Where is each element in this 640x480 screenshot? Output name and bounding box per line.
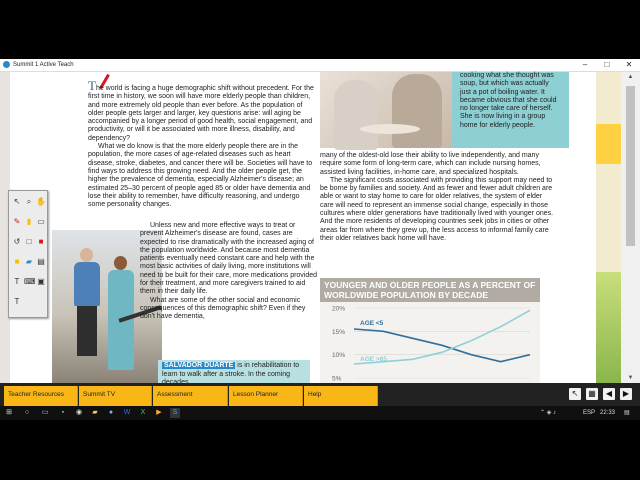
bottom-nav-bar: [0, 383, 640, 406]
paragraph: Unless new and more effective ways to treat or prevent Alzheimer's disease are found, cases are expected to rise dramatically with the increased aging of the population worldwide. And because most dementia patients eventually need constant care and help with the most basic activities of daily living, more institutions will need to be built for their care, more medications provided for their treatment, and more caregivers trained to aid them in their daily life.: [140, 222, 318, 296]
article-column-1b: [140, 222, 318, 322]
highlighter-icon[interactable]: ▮: [26, 217, 32, 226]
paragraph: What we do know is that the more elderly people there are in the population, the more cases of age-related diseases such as heart disease, stroke, diabetes, and cancer there will be. Societies will have to find ways to address this growing need. And the older people get, the higher the prevalence of dementia, especially Alzheimer's disease; an estimated 25–30 percent of people aged 85 or older have dementia and lose their ability to remember, have difficulty reasoning, and undergo some personality changes.: [88, 143, 313, 209]
lesson-planner-button[interactable]: Lesson Planner: [229, 386, 303, 406]
scroll-up-icon[interactable]: ▲: [627, 74, 634, 80]
y-tick-label: 20%: [332, 305, 346, 313]
vertical-scrollbar[interactable]: [621, 72, 640, 383]
excel-app-icon[interactable]: X: [140, 409, 146, 416]
start-icon[interactable]: ⊞: [6, 409, 12, 416]
text-icon[interactable]: T: [14, 277, 20, 286]
language-indicator[interactable]: ESP: [583, 410, 596, 416]
paragraph: The significant costs associated with providing this support may need to be borne by families and society. And as fewer and fewer adult children are able or want to stay home to care for older relatives, the system of elder care will need to represent an immense social change, especially in those cultures where older generations have traditionally lived with younger ones. And the more residents of developing countries seek jobs in cities or other areas far from where they grew up, the less access to informal family care their older relatives back home will have.: [320, 176, 554, 242]
minimize-button[interactable]: –: [582, 60, 588, 69]
close-button[interactable]: ✕: [625, 60, 633, 69]
summit-tv-button[interactable]: Summit TV: [79, 386, 152, 406]
previous-page-icon[interactable]: ◀: [603, 388, 615, 400]
chart-title: YOUNGER AND OLDER PEOPLE AS A PERCENT OF WORLDWIDE POPULATION BY DECADE: [320, 278, 540, 302]
caption-name: SALVADOR DUARTE: [164, 362, 234, 369]
window-title: Summit 1 Active Teach: [13, 62, 74, 68]
next-page-icon[interactable]: ▶: [620, 388, 632, 400]
scroll-thumb[interactable]: [626, 86, 635, 246]
keyboard-icon[interactable]: ⌨: [24, 277, 36, 286]
word-icon[interactable]: W: [123, 409, 131, 416]
task-view-icon[interactable]: ▭: [41, 409, 49, 416]
series-label: AGE >65: [360, 356, 387, 363]
eraser-icon[interactable]: ▭: [37, 217, 45, 226]
annotation-tool-palette: [8, 190, 48, 318]
y-tick-label: 15%: [332, 328, 346, 336]
y-tick-label: 10%: [332, 352, 346, 360]
arrow-icon[interactable]: ↖: [13, 197, 21, 206]
folder-icon[interactable]: ▰: [92, 409, 98, 416]
search-icon[interactable]: ○: [24, 409, 30, 416]
app-icon: [3, 61, 10, 68]
tray-icons[interactable]: ⌃ ◈ ♪: [540, 410, 556, 416]
elderly-photo: [320, 72, 452, 148]
note-icon[interactable]: ▤: [37, 257, 45, 266]
scroll-down-icon[interactable]: ▼: [627, 375, 634, 381]
book-viewer[interactable]: [0, 72, 640, 383]
teacher-resources-button[interactable]: Teacher Resources: [4, 386, 78, 406]
grid-view-icon[interactable]: ▦: [586, 388, 598, 400]
pointer-icon[interactable]: ↖: [569, 388, 581, 400]
zoom-icon[interactable]: ⌕: [26, 197, 32, 206]
photo-caption: SALVADOR DUARTE is in rehabilitation to learn to walk after a stroke. In the coming: [158, 360, 310, 383]
notifications-icon[interactable]: ▤: [624, 410, 630, 416]
undo-icon[interactable]: ↺: [13, 237, 21, 246]
excel-icon[interactable]: ▪: [61, 409, 65, 416]
clock[interactable]: 22:33: [600, 410, 616, 416]
trash-icon[interactable]: ▣: [37, 277, 45, 286]
book-page: [10, 72, 621, 383]
help-button[interactable]: Help: [304, 386, 378, 406]
pen-icon[interactable]: ✎: [13, 217, 21, 226]
text-tool-icon[interactable]: T: [14, 297, 20, 306]
browser-icon[interactable]: ●: [108, 409, 114, 416]
patient-figure: [74, 248, 100, 358]
population-chart: [320, 302, 540, 383]
color-red-icon[interactable]: ■: [38, 237, 44, 246]
y-tick-label: 5%: [332, 375, 342, 383]
paragraph: What are some of the other social and economic consequences of this demographic shift? Even if they don't have dementia,: [140, 296, 306, 321]
paragraph: The world is facing a huge demographic shift without precedent. For the first time in history, we soon will have more elderly people than children, and more extremely old people than ever before. As the population of older people gets larger and larger, key questions arise: will aging be accompanied by a longer period of good health, social engagement, and productivity, or will it be associated with more illness, disability, and dependency?: [88, 78, 314, 142]
hand-icon[interactable]: ✋: [36, 197, 46, 206]
marker-icon[interactable]: ▰: [25, 257, 33, 266]
article-column-1: [88, 78, 318, 209]
series-label: AGE <5: [360, 320, 384, 327]
paragraph: many of the oldest-old lose their ability to live independently, and many require some form of long-term care, which can include nursing homes, assisted living facilities, in-home care, and specialized hospitals.: [320, 152, 541, 176]
chrome-icon[interactable]: ◉: [75, 409, 83, 416]
photo-caption-2: cooking what she thought was soup, but which was actually just a pot of boiling water. It became obvious that she could no longer take care of herself. She is now living in a group home for elderly people.: [452, 72, 569, 148]
os-taskbar: [0, 406, 640, 420]
media-icon[interactable]: ▶: [156, 409, 162, 416]
chart-svg: [320, 302, 540, 383]
drop-cap: T: [88, 78, 96, 93]
maximize-button[interactable]: □: [604, 60, 610, 69]
summit-app-icon[interactable]: S: [170, 408, 180, 418]
color-yellow-icon[interactable]: ■: [14, 257, 20, 266]
assessment-button[interactable]: Assessment: [153, 386, 228, 406]
article-column-2: [320, 152, 556, 243]
shape-icon[interactable]: □: [26, 237, 32, 246]
